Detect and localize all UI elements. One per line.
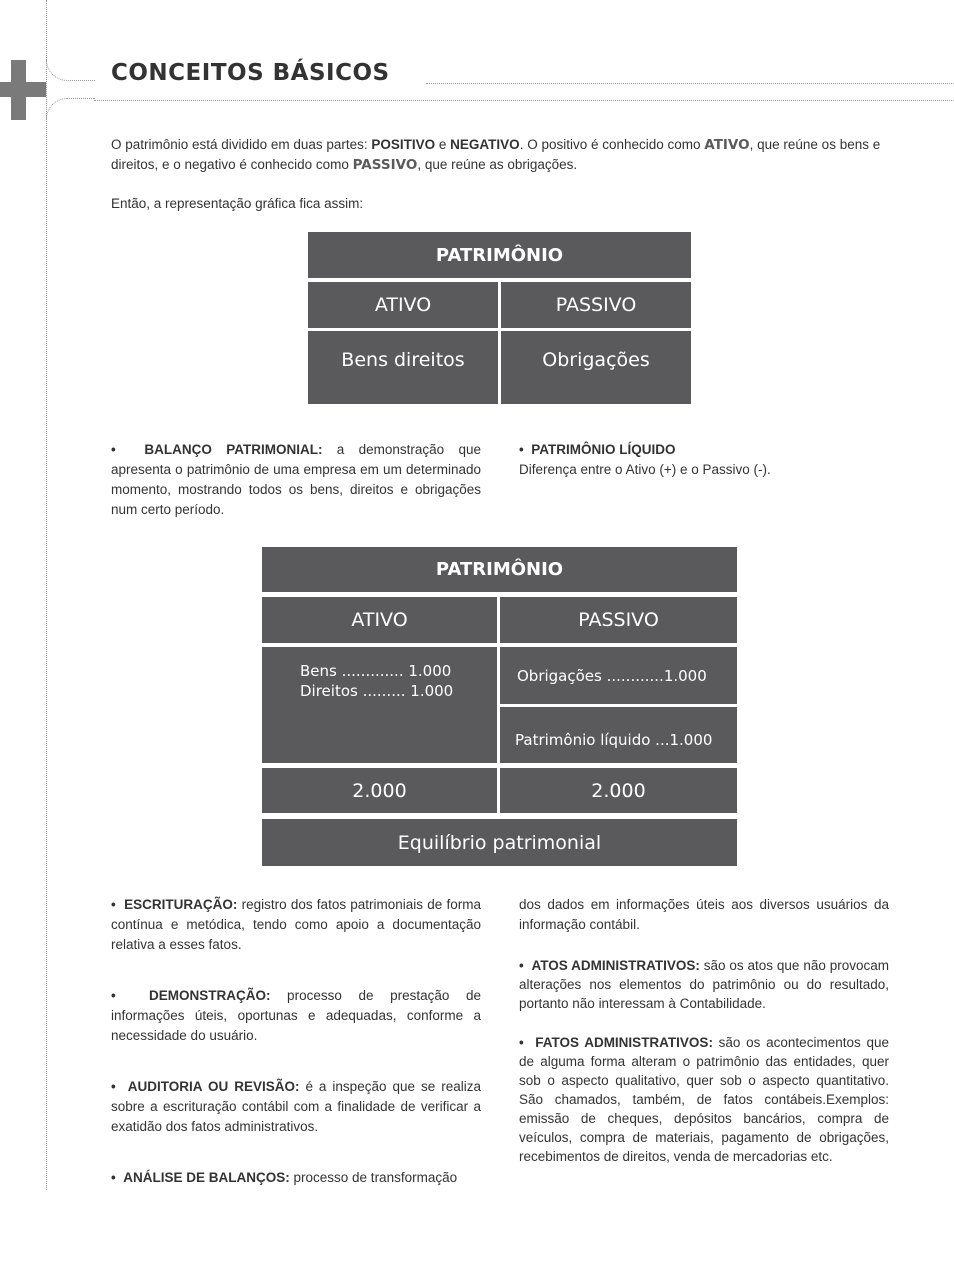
- page-title: CONCEITOS BÁSICOS: [111, 60, 390, 86]
- table-header: PATRIMÔNIO: [262, 547, 737, 592]
- cell-patrimonio-liquido-value: Patrimônio líquido ...1.000: [500, 707, 737, 763]
- definition-fatos-administrativos: • FATOS ADMINISTRATIVOS: são os acontecimentos que de alguma forma alteram o patrimônio das entidades, quer sob o aspecto qualitativo, quer sob o aspecto quantitativo. São chamados, também, de fatos contábeis.Exemplos: emissão de cheques, depósitos bancários, compra de veículos, compra de materiais, pagamento de obrigações, recebimentos de direitos, venda de mercadorias etc.: [519, 1035, 889, 1164]
- column-ativo: ATIVO: [262, 597, 497, 643]
- column-passivo: PASSIVO: [501, 282, 691, 328]
- plus-icon: [0, 60, 50, 120]
- row-direitos: Direitos ......... 1.000: [300, 682, 454, 700]
- intro-paragraph: O patrimônio está dividido em duas partes: POSITIVO e NEGATIVO. O positivo é conhecido como ATIVO, que reúne os bens e direitos, e o negativo é conhecido como PASSIVO, que reúne as obrigações.: [111, 137, 881, 173]
- column-passivo: PASSIVO: [500, 597, 737, 643]
- total-ativo: 2.000: [262, 768, 497, 813]
- header-dotted-rule: [94, 100, 954, 101]
- patrimonio-table-simple: [308, 232, 691, 404]
- patrimonio-table-values: [262, 547, 737, 866]
- definition-demonstracao: • DEMONSTRAÇÃO: processo de prestação de informações úteis, oportunas e adequadas, conforme a necessidade do usuário.: [111, 988, 481, 1043]
- definition-auditoria: • AUDITORIA OU REVISÃO: é a inspeção que se realiza sobre a escrituração contábil com a finalidade de verificar a exatidão dos fatos administrativos.: [111, 1079, 481, 1134]
- equilibrio-patrimonial: Equilíbrio patrimonial: [262, 819, 737, 866]
- cell-ativo-values: [262, 647, 497, 763]
- decorative-dots: [46, 98, 95, 119]
- intro-paragraph-2: Então, a representação gráfica fica assim:: [111, 196, 364, 211]
- cell-obrigacoes: Obrigações: [501, 331, 691, 404]
- column-ativo: ATIVO: [308, 282, 498, 328]
- definition-atos-administrativos: • ATOS ADMINISTRATIVOS: são os atos que não provocam alterações nos elementos do patrimônio ou do resultado, portanto não interessam à Contabilidade.: [519, 958, 889, 1011]
- total-passivo: 2.000: [500, 768, 737, 813]
- decorative-dots: [46, 60, 95, 81]
- definition-analise-balancos: • ANÁLISE DE BALANÇOS: processo de transformação: [111, 1170, 458, 1185]
- margin-dotted-line: [46, 0, 47, 1190]
- continuation-analise-balancos: dos dados em informações úteis aos diversos usuários da informação contábil.: [519, 897, 889, 932]
- title-dotted-rule: [426, 83, 954, 84]
- cell-obrigacoes-value: Obrigações ............1.000: [500, 647, 737, 704]
- definition-balanco-patrimonial: • BALANÇO PATRIMONIAL: a demonstração que apresenta o patrimônio de uma empresa em um determinado momento, mostrando todos os bens, direitos e obrigações num certo período.: [111, 442, 481, 517]
- row-bens: Bens ............. 1.000: [300, 662, 452, 680]
- table-header: PATRIMÔNIO: [308, 232, 691, 278]
- definition-patrimonio-liquido: • PATRIMÔNIO LÍQUIDO Diferença entre o Ativo (+) e o Passivo (-).: [519, 442, 771, 477]
- cell-bens-direitos: Bens direitos: [308, 331, 498, 404]
- definition-escrituracao: • ESCRITURAÇÃO: registro dos fatos patrimoniais de forma contínua e metódica, tendo como apoio a documentação relativa a esses fatos.: [111, 897, 481, 952]
